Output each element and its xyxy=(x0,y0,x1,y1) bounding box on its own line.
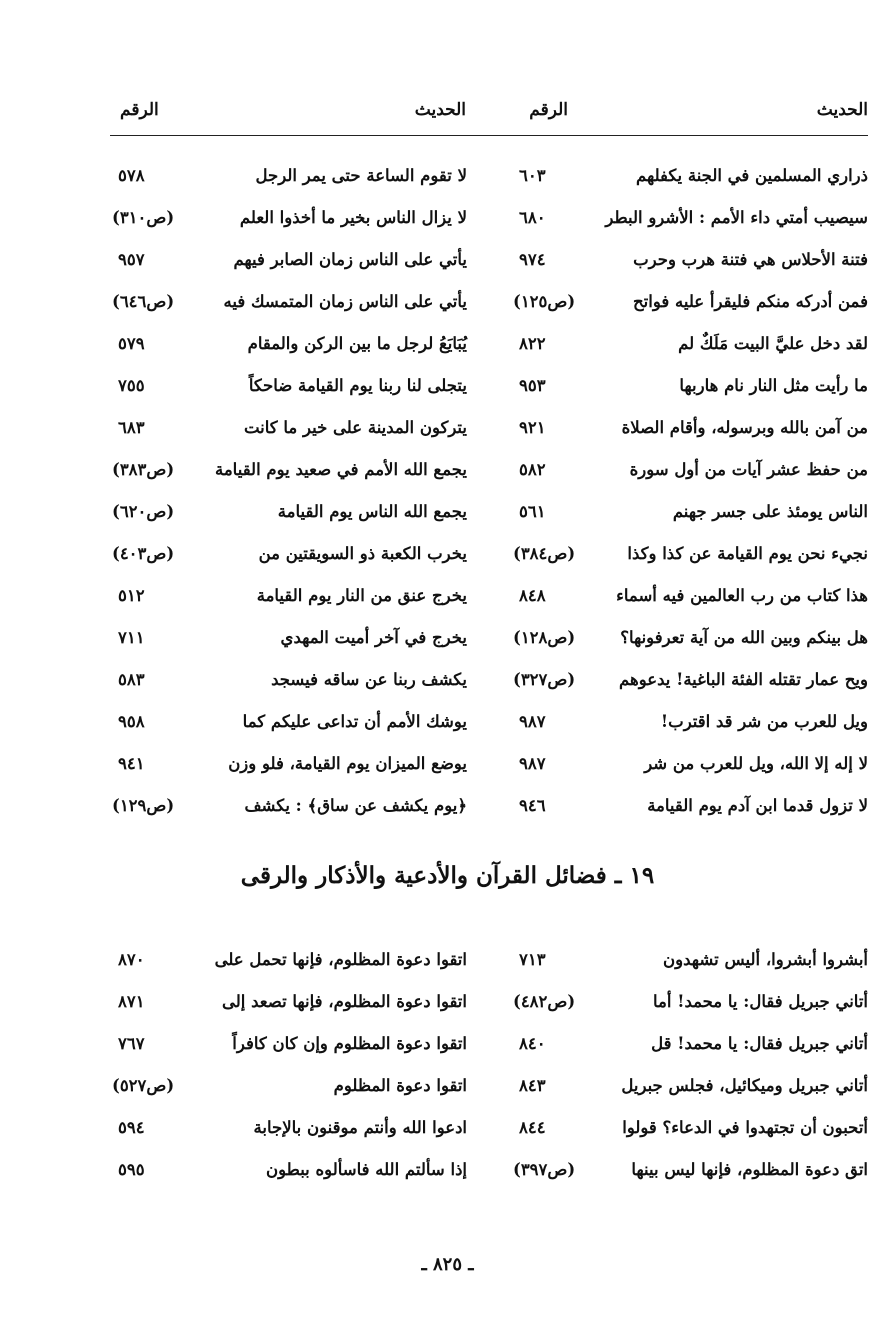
hadith-text: الناس يومئذ على جسر جهنم xyxy=(672,502,868,521)
hadith-number: (ص٣٨٣) xyxy=(112,460,175,479)
header-rule xyxy=(110,135,868,136)
hadith-text: أبشروا أبشروا، أليس تشهدون xyxy=(663,950,868,969)
index-entry xyxy=(112,536,467,578)
index-entry xyxy=(112,1026,467,1068)
hadith-number: (ص٤٠٣) xyxy=(112,544,175,563)
hadith-text: من آمن بالله وبرسوله، وأقام الصلاة xyxy=(621,418,868,437)
index-entry xyxy=(513,494,868,536)
hadith-number: ٨٢٢ xyxy=(519,334,546,353)
hadith-number: ٨٤٣ xyxy=(519,1076,546,1095)
hadith-text: هذا كتاب من رب العالمين فيه أسماء xyxy=(616,586,868,605)
hadith-number: ٩٨٧ xyxy=(519,712,546,731)
hadith-number: ٩٤١ xyxy=(118,754,145,773)
hadith-number: (ص٥٢٧) xyxy=(112,1076,175,1095)
index-entry xyxy=(513,746,868,788)
index-entry xyxy=(513,620,868,662)
hadith-number: ٩٧٤ xyxy=(519,250,546,269)
index-entry xyxy=(513,578,868,620)
hadith-text: يجمع الله الأمم في صعيد يوم القيامة xyxy=(215,460,467,479)
hadith-text: أتاني جبريل فقال: يا محمد! أما xyxy=(653,992,868,1011)
hadith-text: ادعوا الله وأنتم موقنون بالإجابة xyxy=(253,1118,467,1137)
column-headers xyxy=(108,100,868,128)
index-column-top-left xyxy=(112,158,467,830)
hadith-text: فمن أدركه منكم فليقرأ عليه فواتح xyxy=(633,292,868,311)
hadith-number: ٧١١ xyxy=(118,628,145,647)
hadith-text: ذراري المسلمين في الجنة يكفلهم xyxy=(636,166,868,185)
hadith-text: يجمع الله الناس يوم القيامة xyxy=(277,502,467,521)
index-column-top-right xyxy=(513,158,868,830)
hadith-number: (ص٦٢٠) xyxy=(112,502,175,521)
index-entry xyxy=(513,200,868,242)
index-entry xyxy=(513,662,868,704)
hadith-number: ٥٦١ xyxy=(519,502,546,521)
index-entry xyxy=(513,1152,868,1194)
hadith-text: لا تزول قدما ابن آدم يوم القيامة xyxy=(647,796,868,815)
hadith-text: أتاني جبريل فقال: يا محمد! قل xyxy=(651,1034,868,1053)
hadith-number: ٥٧٨ xyxy=(118,166,145,185)
hadith-text: أتاني جبريل وميكائيل، فجلس جبريل xyxy=(621,1076,868,1095)
hadith-number: ٦٨٣ xyxy=(118,418,145,437)
index-entry xyxy=(112,368,467,410)
hadith-number: ٩٥٧ xyxy=(118,250,145,269)
header-number-left: الرقم xyxy=(120,100,159,120)
hadith-number: ٩٤٦ xyxy=(519,796,546,815)
index-entry xyxy=(513,326,868,368)
hadith-text: يأتي على الناس زمان الصابر فيهم xyxy=(233,250,467,269)
index-entry xyxy=(112,662,467,704)
index-entry xyxy=(513,984,868,1026)
index-entry xyxy=(112,494,467,536)
hadith-number: ٨٤٤ xyxy=(519,1118,546,1137)
index-entry xyxy=(112,410,467,452)
hadith-text: ويح عمار تقتله الفئة الباغية! يدعوهم xyxy=(619,670,868,689)
section-title: ١٩ ـ فضائل القرآن والأدعية والأذكار والرقى xyxy=(240,862,655,889)
hadith-number: ٨٤٠ xyxy=(519,1034,546,1053)
hadith-number: ٥٨٣ xyxy=(118,670,145,689)
hadith-text: يتركون المدينة على خير ما كانت xyxy=(243,418,467,437)
header-hadith-right: الحديث xyxy=(816,100,868,120)
hadith-text: اتقوا دعوة المظلوم، فإنها تصعد إلى xyxy=(222,992,467,1011)
hadith-text: إذا سألتم الله فاسألوه ببطون xyxy=(266,1160,467,1179)
hadith-number: (ص٣٨٤) xyxy=(513,544,576,563)
hadith-text: اتقوا دعوة المظلوم، فإنها تحمل على xyxy=(214,950,467,969)
hadith-number: ٥٧٩ xyxy=(118,334,145,353)
header-hadith-left: الحديث xyxy=(414,100,466,120)
index-entry xyxy=(513,942,868,984)
hadith-text: يأتي على الناس زمان المتمسك فيه xyxy=(223,292,467,311)
hadith-number: ٨٤٨ xyxy=(519,586,546,605)
hadith-text: فتنة الأحلاس هي فتنة هرب وحرب xyxy=(633,250,868,269)
index-entry xyxy=(513,536,868,578)
hadith-text: من حفظ عشر آيات من أول سورة xyxy=(629,460,868,479)
index-entry xyxy=(112,578,467,620)
index-entry xyxy=(112,242,467,284)
index-entry xyxy=(513,284,868,326)
hadith-number: ٥٩٤ xyxy=(118,1118,145,1137)
index-entry xyxy=(112,1110,467,1152)
hadith-number: ٩٨٧ xyxy=(519,754,546,773)
hadith-text: نجيء نحن يوم القيامة عن كذا وكذا xyxy=(627,544,868,563)
hadith-number: (ص١٢٩) xyxy=(112,796,175,815)
hadith-number: (ص٤٨٢) xyxy=(513,992,576,1011)
hadith-text: ويل للعرب من شر قد اقترب! xyxy=(660,712,868,731)
index-entry xyxy=(513,788,868,830)
hadith-text: لا تقوم الساعة حتى يمر الرجل xyxy=(255,166,467,185)
hadith-text: يخرب الكعبة ذو السويقتين من xyxy=(258,544,467,563)
hadith-text: ما رأيت مثل النار نام هاربها xyxy=(679,376,868,395)
header-number-right: الرقم xyxy=(529,100,568,120)
hadith-number: ٧١٣ xyxy=(519,950,546,969)
index-entry xyxy=(112,620,467,662)
index-entry xyxy=(513,704,868,746)
index-entry xyxy=(112,1152,467,1194)
index-column-bottom-left xyxy=(112,942,467,1194)
hadith-number: ٧٥٥ xyxy=(118,376,145,395)
index-entry xyxy=(112,326,467,368)
hadith-number: (ص٣١٠) xyxy=(112,208,175,227)
hadith-text: يُبَايَعُ لرجل ما بين الركن والمقام xyxy=(247,334,467,353)
index-entry xyxy=(112,942,467,984)
index-entry xyxy=(112,788,467,830)
hadith-text: يخرج عنق من النار يوم القيامة xyxy=(256,586,467,605)
hadith-number: ٩٥٨ xyxy=(118,712,145,731)
hadith-number: (ص١٢٨) xyxy=(513,628,576,647)
hadith-text: لقد دخل عليَّ البيت مَلَكٌ لم xyxy=(678,334,868,353)
hadith-text: اتقوا دعوة المظلوم xyxy=(333,1076,467,1095)
index-entry xyxy=(513,452,868,494)
hadith-number: ٩٥٣ xyxy=(519,376,546,395)
hadith-number: (ص٣٩٧) xyxy=(513,1160,576,1179)
hadith-number: ٩٢١ xyxy=(519,418,546,437)
hadith-text: يكشف ربنا عن ساقه فيسجد xyxy=(271,670,467,689)
page-number: ـ ٨٢٥ ـ xyxy=(421,1254,474,1275)
hadith-number: ٥٩٥ xyxy=(118,1160,145,1179)
index-entry xyxy=(112,1068,467,1110)
hadith-text: لا يزال الناس بخير ما أخذوا العلم xyxy=(239,208,467,227)
hadith-number: (ص١٢٥) xyxy=(513,292,576,311)
index-entry xyxy=(112,284,467,326)
hadith-number: ٥١٢ xyxy=(118,586,145,605)
hadith-text: يتجلى لنا ربنا يوم القيامة ضاحكاً xyxy=(248,376,467,395)
hadith-text: اتق دعوة المظلوم، فإنها ليس بينها xyxy=(631,1160,868,1179)
hadith-number: ٨٧٠ xyxy=(118,950,145,969)
hadith-text: أتحبون أن تجتهدوا في الدعاء؟ قولوا xyxy=(622,1118,868,1137)
index-entry xyxy=(513,1110,868,1152)
hadith-number: ٦٨٠ xyxy=(519,208,546,227)
index-entry xyxy=(112,452,467,494)
hadith-number: (ص٦٤٦) xyxy=(112,292,175,311)
hadith-number: ٦٠٣ xyxy=(519,166,546,185)
hadith-text: سيصيب أمتي داء الأمم : الأشرو البطر xyxy=(605,208,868,227)
hadith-text: اتقوا دعوة المظلوم وإن كان كافراً xyxy=(232,1034,467,1053)
index-entry xyxy=(513,158,868,200)
index-entry xyxy=(112,746,467,788)
hadith-text: هل بينكم وبين الله من آية تعرفونها؟ xyxy=(620,628,868,647)
index-entry xyxy=(513,1026,868,1068)
index-entry xyxy=(112,200,467,242)
hadith-number: ٨٧١ xyxy=(118,992,145,1011)
hadith-text: ﴿يوم يكشف عن ساق﴾ : يكشف xyxy=(244,796,467,815)
hadith-number: ٥٨٢ xyxy=(519,460,546,479)
index-entry xyxy=(513,410,868,452)
hadith-text: يوضع الميزان يوم القيامة، فلو وزن xyxy=(228,754,467,773)
index-entry xyxy=(513,242,868,284)
index-column-bottom-right xyxy=(513,942,868,1194)
index-entry xyxy=(513,368,868,410)
index-entry xyxy=(513,1068,868,1110)
index-entry xyxy=(112,158,467,200)
index-entry xyxy=(112,984,467,1026)
hadith-text: يخرج في آخر أميت المهدي xyxy=(280,628,467,647)
hadith-text: يوشك الأمم أن تداعى عليكم كما xyxy=(242,712,467,731)
hadith-text: لا إله إلا الله، ويل للعرب من شر xyxy=(644,754,868,773)
index-entry xyxy=(112,704,467,746)
hadith-number: ٧٦٧ xyxy=(118,1034,145,1053)
hadith-number: (ص٣٢٧) xyxy=(513,670,576,689)
